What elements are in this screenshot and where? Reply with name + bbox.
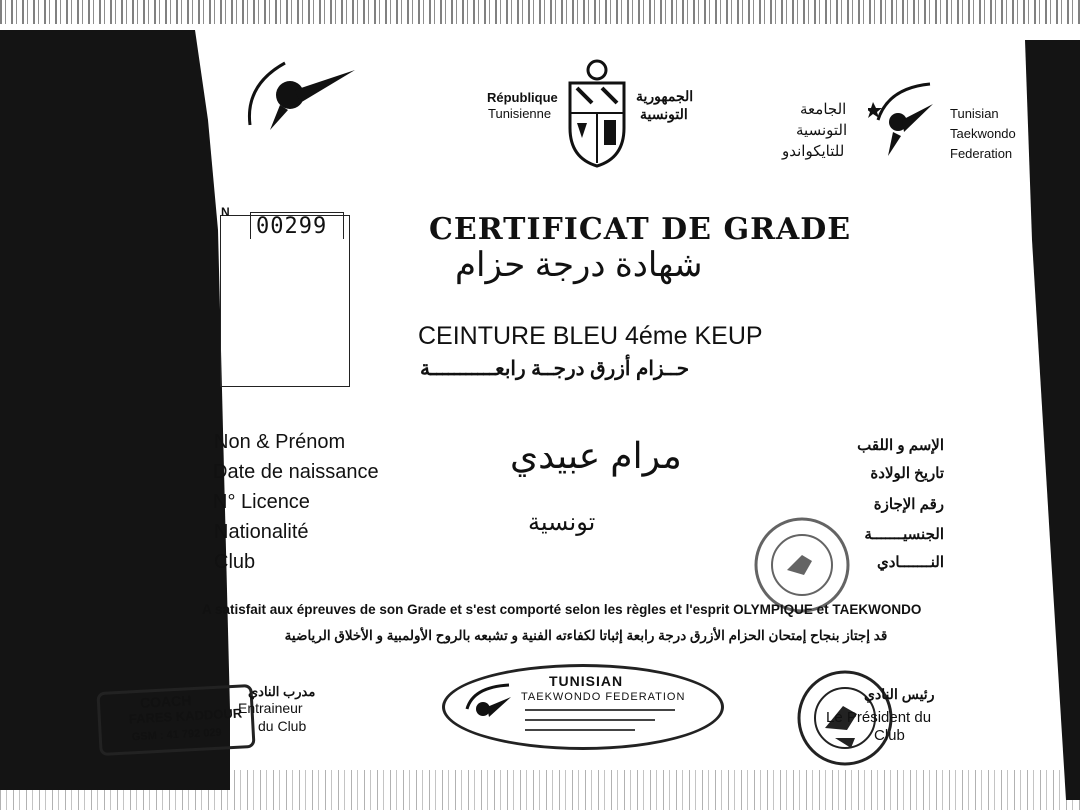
club-label: Club — [214, 551, 256, 573]
world-taekwondo-logo-icon — [240, 55, 360, 135]
statement-fr: A satisfait aux épreuves de son Grade et s'est comporté selon les règles et l'esprit OLYMPIQUE et TAEKWONDO — [202, 602, 922, 617]
federation-ar-line3: للتايكواندو — [782, 143, 845, 160]
scan-noise-top — [0, 0, 1080, 24]
federation-stamp-line1: TUNISIAN — [549, 673, 624, 689]
nationality-label-ar: الجنسيـــــــة — [864, 526, 944, 543]
nationality-value: تونسية — [528, 509, 596, 536]
certificate-title-fr: CERTIFICAT DE GRADE — [429, 212, 852, 247]
licence-label-ar: رقم الإجازة — [873, 496, 944, 513]
federation-ar-line2: التونسية — [796, 122, 848, 139]
federation-stamp-logo-icon — [459, 679, 515, 735]
stamp-line-1 — [525, 709, 675, 711]
republic-fr-line1: République — [487, 90, 558, 105]
club-stamp-icon — [752, 515, 852, 615]
grade-fr: CEINTURE BLEU 4éme KEUP — [418, 322, 763, 350]
republic-ar-line2: التونسية — [640, 106, 688, 122]
federation-logo-icon — [868, 80, 938, 160]
coach-stamp-title: COACH — [139, 692, 192, 711]
federation-stamp-line2: TAEKWONDO FEDERATION — [521, 691, 686, 703]
coach-stamp-phone: GSM : 41 792 029 — [131, 726, 222, 744]
coach-stamp — [96, 684, 255, 756]
president-label-fr-line2: Club — [874, 727, 905, 744]
coach-label-fr-line2: du Club — [258, 718, 307, 734]
federation-en-line3: Federation — [950, 146, 1013, 161]
federation-ar-line1: الجامعة — [800, 101, 847, 118]
birth-date-label-ar: تاريخ الولادة — [870, 465, 944, 482]
stamp-line-2 — [525, 719, 655, 721]
certificate-number: 00299 — [256, 214, 328, 239]
federation-en-line2: Taekwondo — [950, 126, 1016, 141]
left-border-bar — [0, 30, 230, 790]
republic-fr-line2: Tunisienne — [488, 106, 552, 121]
certificate-number-label: N — [221, 205, 230, 219]
statement-ar: قد إجتاز بنجاح إمتحان الحزام الأزرق درجة رابعة إثباتا لكفاءته الفنية و تشبعه بالروح الأولمبية و الأخلاق الرياضية — [284, 628, 888, 643]
federation-en-line1: Tunisian — [950, 106, 999, 121]
coach-label-ar: مدرب النادي — [248, 684, 316, 699]
name-label: Non & Prénom — [214, 431, 346, 453]
republic-ar-line1: الجمهورية — [636, 88, 694, 104]
licence-label: N° Licence — [213, 491, 310, 513]
certificate-title-ar: شهادة درجة حزام — [455, 246, 703, 284]
photo-placeholder — [220, 215, 350, 387]
federation-stamp — [442, 664, 724, 750]
tunisia-coat-of-arms-icon — [562, 58, 632, 170]
nationality-label: Nationalité — [214, 521, 309, 543]
coach-stamp-name: FARES KADDOUR — [128, 705, 243, 727]
name-value: مرام عبيدي — [510, 435, 682, 476]
name-label-ar: الإسم و اللقب — [857, 437, 944, 454]
right-border-bar — [1010, 40, 1080, 800]
coach-label-fr-line1: Entraineur — [238, 700, 303, 716]
grade-ar: حــزام أزرق درجــة رابعـــــــــــة — [420, 358, 690, 380]
stamp-line-3 — [525, 729, 635, 731]
club-label-ar: النـــــــادي — [876, 554, 944, 571]
president-label-fr-line1: Le Président du — [826, 709, 932, 726]
birth-date-label: Date de naissance — [213, 461, 379, 483]
president-label-ar: رئيس النادي — [864, 686, 935, 702]
